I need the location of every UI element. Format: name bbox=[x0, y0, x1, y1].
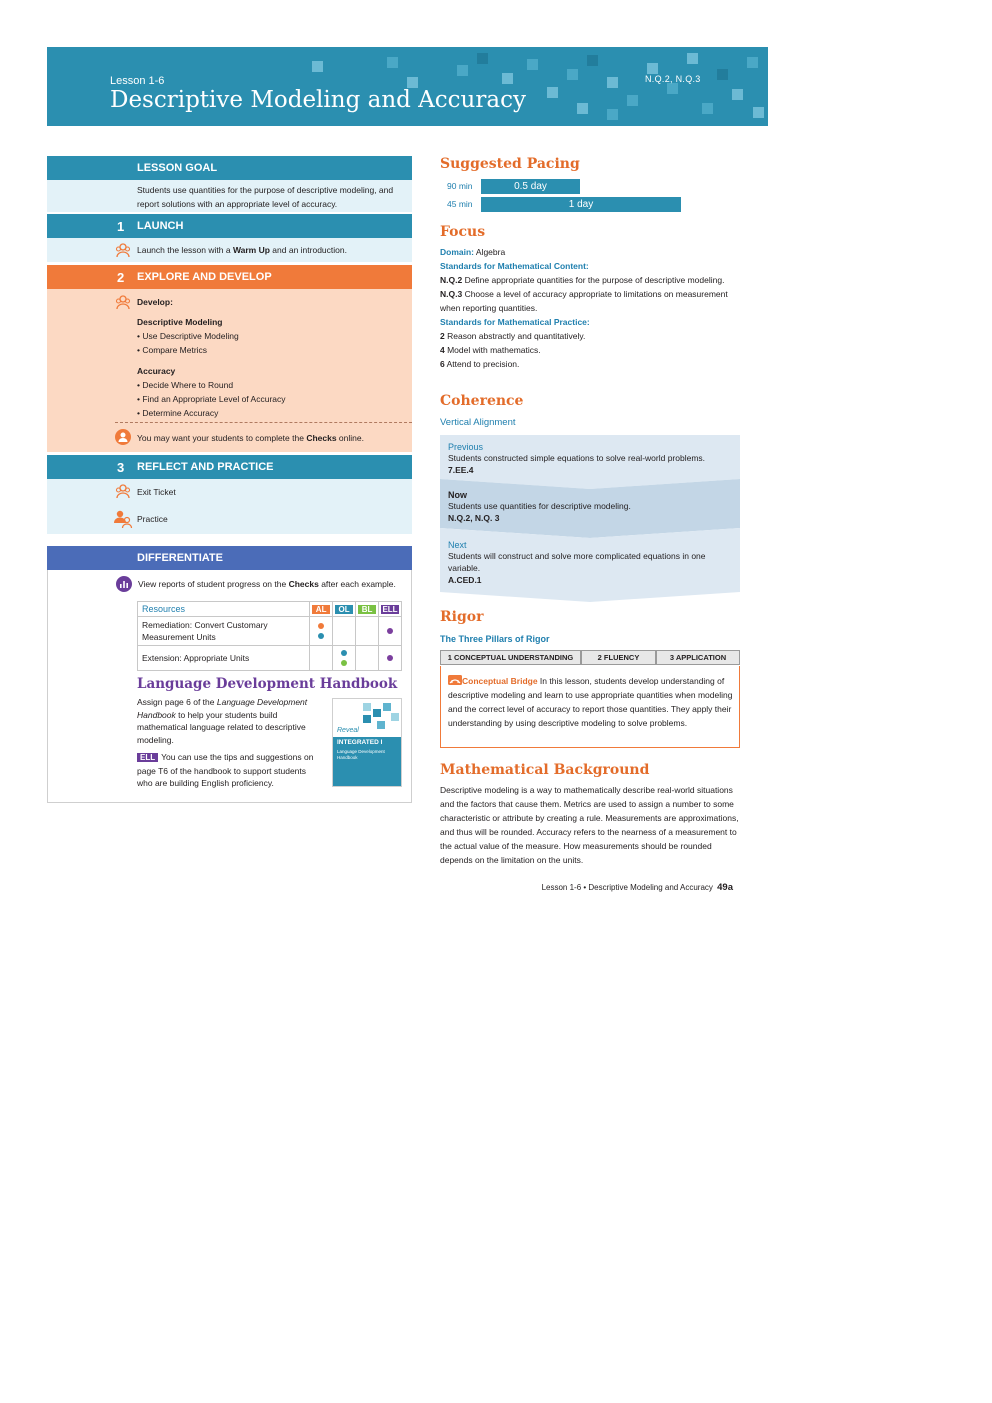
dot-cell bbox=[333, 617, 356, 646]
handbook-para-2: ELL You can use the tips and suggestions on page T6 of the handbook to support students who are building English proficiency. bbox=[137, 752, 314, 788]
develop-label: Develop: bbox=[137, 297, 173, 307]
reflect-number: 3 bbox=[117, 459, 125, 475]
practice-item: 2 Reason abstractly and quantitatively. bbox=[440, 331, 586, 341]
reflect-panel bbox=[47, 479, 412, 534]
handbook-title: Language Development Handbook bbox=[137, 676, 398, 692]
handbook-cover bbox=[332, 698, 402, 787]
divider bbox=[115, 422, 412, 423]
resources-header: Resources bbox=[138, 602, 310, 617]
dot-cell bbox=[310, 617, 333, 646]
students-icon bbox=[113, 509, 133, 529]
standards-tag: N.Q.2, N.Q.3 bbox=[645, 74, 701, 84]
level-bl: BL bbox=[356, 602, 379, 617]
handbook-para-1: Assign page 6 of the Language Development Handbook to help your students build mathematical language related to descriptive modeling. bbox=[137, 697, 308, 745]
pacing-label: 45 min bbox=[447, 199, 473, 209]
launch-header bbox=[47, 214, 412, 238]
rigor-tabs bbox=[440, 650, 740, 665]
rigor-title: Rigor bbox=[440, 609, 484, 625]
cover-subtitle: Language Development Handbook bbox=[337, 749, 385, 760]
practice-standards-label: Standards for Mathematical Practice: bbox=[440, 317, 590, 327]
table-row bbox=[138, 646, 402, 671]
practice-label: Practice bbox=[137, 514, 168, 524]
bridge-icon bbox=[448, 675, 462, 685]
lesson-goal-header bbox=[47, 156, 412, 180]
reflect-label: REFLECT AND PRACTICE bbox=[137, 461, 274, 473]
differentiate-header bbox=[47, 546, 412, 570]
group-icon bbox=[115, 483, 131, 499]
lesson-header-banner bbox=[47, 47, 768, 126]
level-ell: ELL bbox=[379, 602, 402, 617]
tab-conceptual: 1 CONCEPTUAL UNDERSTANDING bbox=[440, 650, 581, 665]
level-ol: OL bbox=[333, 602, 356, 617]
explore-panel bbox=[47, 289, 412, 452]
content-standards-label: Standards for Mathematical Content: bbox=[440, 261, 589, 271]
cover-brand: Reveal bbox=[337, 727, 359, 734]
practice-item: 4 Model with mathematics. bbox=[440, 345, 541, 355]
differentiate-label: DIFFERENTIATE bbox=[137, 552, 223, 564]
pacing-bar: 0.5 day bbox=[481, 179, 580, 194]
page-number: 49a bbox=[717, 882, 733, 893]
lesson-goal-label: LESSON GOAL bbox=[137, 162, 218, 174]
launch-number: 1 bbox=[117, 218, 125, 234]
develop-item: • Find an Appropriate Level of Accuracy bbox=[137, 394, 286, 404]
level-al: AL bbox=[310, 602, 333, 617]
conceptual-bridge-box bbox=[440, 666, 740, 748]
dot-cell bbox=[356, 617, 379, 646]
reflect-header bbox=[47, 455, 412, 479]
previous-block: Previous Students constructed simple equations to solve real-world problems. 7.EE.4 bbox=[448, 442, 706, 475]
practice-item: 6 Attend to precision. bbox=[440, 359, 520, 369]
dot-cell bbox=[356, 646, 379, 671]
tab-application: 3 APPLICATION bbox=[656, 650, 740, 665]
explore-label: EXPLORE AND DEVELOP bbox=[137, 271, 272, 283]
table-row bbox=[138, 617, 402, 646]
page-title: Descriptive Modeling and Accuracy bbox=[110, 87, 526, 113]
pacing-bar: 1 day bbox=[481, 197, 681, 212]
footer-text: Lesson 1-6 • Descriptive Modeling and Accuracy bbox=[541, 883, 713, 892]
cover-title: INTEGRATED I bbox=[337, 739, 383, 746]
focus-title: Focus bbox=[440, 224, 486, 240]
dot-cell bbox=[310, 646, 333, 671]
standard-item: N.Q.2 Define appropriate quantities for the purpose of descriptive modeling. bbox=[440, 275, 725, 285]
differentiate-panel bbox=[47, 570, 412, 803]
dot-cell bbox=[333, 646, 356, 671]
explore-header bbox=[47, 265, 412, 289]
pacing-title: Suggested Pacing bbox=[440, 156, 580, 172]
group-icon bbox=[115, 294, 131, 310]
lesson-goal-text: Students use quantities for the purpose of descriptive modeling, and report solutions with an appropriate level of accuracy. bbox=[137, 185, 394, 209]
checks-note: You may want your students to complete the Checks online. bbox=[137, 433, 364, 443]
lesson-goal-panel bbox=[47, 180, 412, 212]
coherence-title: Coherence bbox=[440, 393, 524, 409]
descriptive-modeling-title: Descriptive Modeling bbox=[137, 317, 223, 327]
student-icon bbox=[115, 429, 131, 445]
dot-cell bbox=[379, 646, 402, 671]
next-block: Next Students will construct and solve more complicated equations in one variable. A.CED.1 bbox=[448, 540, 706, 585]
page-footer bbox=[440, 882, 733, 893]
ell-tag: ELL bbox=[137, 753, 158, 762]
three-pillars-label: The Three Pillars of Rigor bbox=[440, 634, 550, 644]
table-header-row bbox=[138, 602, 402, 617]
resource-label: Remediation: Convert Customary Measurement Units bbox=[138, 617, 310, 646]
math-background-text: Descriptive modeling is a way to mathematically describe real-world situations and the factors that cause them. Metrics are used to assign a number to some characteristic or attribute by creating a rule. Measurements are approximations, and thus will be rounded. Accuracy refers to the nearness of a measurement to the actual value of the measure. How measurements should be rounded depends on the limitation on the units. bbox=[440, 785, 739, 865]
launch-label: LAUNCH bbox=[137, 220, 184, 232]
accuracy-title: Accuracy bbox=[137, 366, 176, 376]
develop-item: • Decide Where to Round bbox=[137, 380, 234, 390]
pacing-label: 90 min bbox=[447, 181, 473, 191]
domain-line: Domain: Algebra bbox=[440, 247, 506, 257]
tab-fluency: 2 FLUENCY bbox=[581, 650, 656, 665]
develop-item: • Use Descriptive Modeling bbox=[137, 331, 239, 341]
chart-icon bbox=[116, 576, 132, 592]
reports-note: View reports of student progress on the Checks after each example. bbox=[138, 579, 396, 589]
standard-item: N.Q.3 Choose a level of accuracy appropriate to limitations on measurement when reporting quantities. bbox=[440, 289, 728, 313]
group-icon bbox=[115, 242, 131, 258]
math-background-title: Mathematical Background bbox=[440, 762, 650, 778]
conceptual-bridge-text: Conceptual Bridge In this lesson, students develop understanding of descriptive modeling and learn to use appropriate quantities when modeling and the correct level of accuracy to report those quantities. They apply their understanding by using descriptive modeling to solve problems. bbox=[448, 676, 733, 728]
launch-panel bbox=[47, 238, 412, 262]
develop-item: • Determine Accuracy bbox=[137, 408, 219, 418]
lesson-number: Lesson 1-6 bbox=[110, 75, 165, 87]
now-block: Now Students use quantities for descriptive modeling. N.Q.2, N.Q. 3 bbox=[448, 490, 631, 523]
dot-cell bbox=[379, 617, 402, 646]
resource-label: Extension: Appropriate Units bbox=[138, 646, 310, 671]
resources-table bbox=[137, 601, 402, 671]
launch-text: Launch the lesson with a Warm Up and an introduction. bbox=[137, 245, 347, 255]
vertical-alignment-label: Vertical Alignment bbox=[440, 417, 516, 428]
exit-ticket-label: Exit Ticket bbox=[137, 487, 176, 497]
explore-number: 2 bbox=[117, 269, 125, 285]
develop-item: • Compare Metrics bbox=[137, 345, 208, 355]
focus-body bbox=[440, 245, 740, 371]
